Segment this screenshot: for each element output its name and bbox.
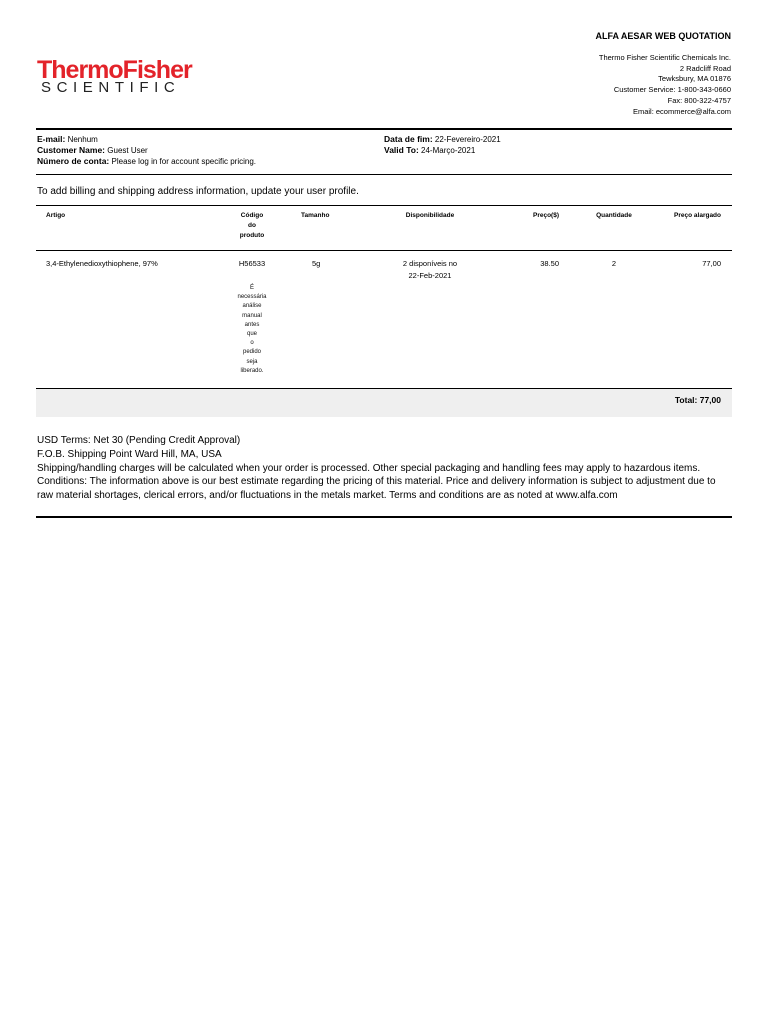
row-size: 5g <box>312 259 321 268</box>
company-name: Thermo Fisher Scientific Chemicals Inc. <box>598 53 731 62</box>
customer-name-label: Customer Name: <box>37 145 106 155</box>
terms-conditions: Conditions: The information above is our best estimate regarding the pricing of this material. Price and delivery information is subject to adjustment due to raw material shortages, clerical errors, and/or fluctuations in the metals market. Terms and conditions are as noted at www.alfa.com <box>37 476 716 502</box>
company-fax: Fax: 800-322-4757 <box>667 95 731 105</box>
account-number-label: Número de conta: <box>37 156 110 166</box>
col-header-price: Preço($) <box>532 212 559 219</box>
company-phone: Customer Service: 1-800-343-0660 <box>613 85 731 95</box>
col-header-extended-price: Preço alargado <box>674 212 721 219</box>
row-availability: 2 disponíveis no 22-Feb-2021 <box>402 259 458 280</box>
row-price: 38.50 <box>540 259 559 268</box>
company-logo-subtitle: SCIENTIFIC <box>41 79 181 96</box>
email-value: Nenhum <box>67 135 98 144</box>
row-product-code: H56533 <box>238 259 266 268</box>
customer-info-right <box>384 134 501 156</box>
total-bar <box>36 389 732 417</box>
col-header-size: Tamanho <box>301 212 330 219</box>
quotation-title: ALFA AESAR WEB QUOTATION <box>595 31 731 41</box>
table-top-divider <box>36 205 732 206</box>
col-header-item: Artigo <box>46 212 66 219</box>
footer-divider <box>36 516 732 518</box>
end-date-label: Data de fim: <box>384 134 433 144</box>
company-address-block <box>599 53 731 117</box>
table-header-divider <box>36 250 732 251</box>
terms-payment: USD Terms: Net 30 (Pending Credit Approval) <box>37 435 241 446</box>
end-date-value: 22-Fevereiro-2021 <box>434 135 501 144</box>
company-logo-wordmark: ThermoFisher <box>37 56 192 84</box>
company-city: Tewksbury, MA 01876 <box>658 74 731 84</box>
company-email: Email: ecommerce@alfa.com <box>632 106 731 116</box>
info-divider <box>36 174 732 175</box>
col-header-quantity: Quantidade <box>596 212 632 219</box>
row-item-name: 3,4-Ethylenedioxythiophene, 97% <box>46 259 158 268</box>
col-header-availability: Disponibilidade <box>405 212 455 219</box>
terms-block <box>37 434 727 503</box>
address-update-note: To add billing and shipping address information, update your user profile. <box>37 186 359 197</box>
manual-review-note: É necessária análise manual antes que o pedido seja liberado. <box>237 285 267 374</box>
row-quantity: 2 <box>611 259 617 268</box>
row-extended-price: 77,00 <box>702 259 721 268</box>
company-street: 2 Radcliff Road <box>679 63 731 73</box>
col-header-product-code: Código do produto <box>239 212 265 239</box>
account-number-value: Please log in for account specific pricing. <box>111 157 257 166</box>
customer-name-value: Guest User <box>107 146 148 155</box>
terms-fob: F.O.B. Shipping Point Ward Hill, MA, USA <box>37 448 222 460</box>
valid-to-value: 24-Março-2021 <box>421 146 476 155</box>
total-amount: Total: 77,00 <box>674 395 721 405</box>
header-divider <box>36 128 732 130</box>
terms-shipping: Shipping/handling charges will be calculated when your order is processed. Other special packaging and handling fees may apply to hazardous items. <box>37 462 701 474</box>
email-label: E-mail: <box>37 134 66 144</box>
valid-to-label: Valid To: <box>384 145 419 155</box>
customer-info-left <box>37 134 256 167</box>
